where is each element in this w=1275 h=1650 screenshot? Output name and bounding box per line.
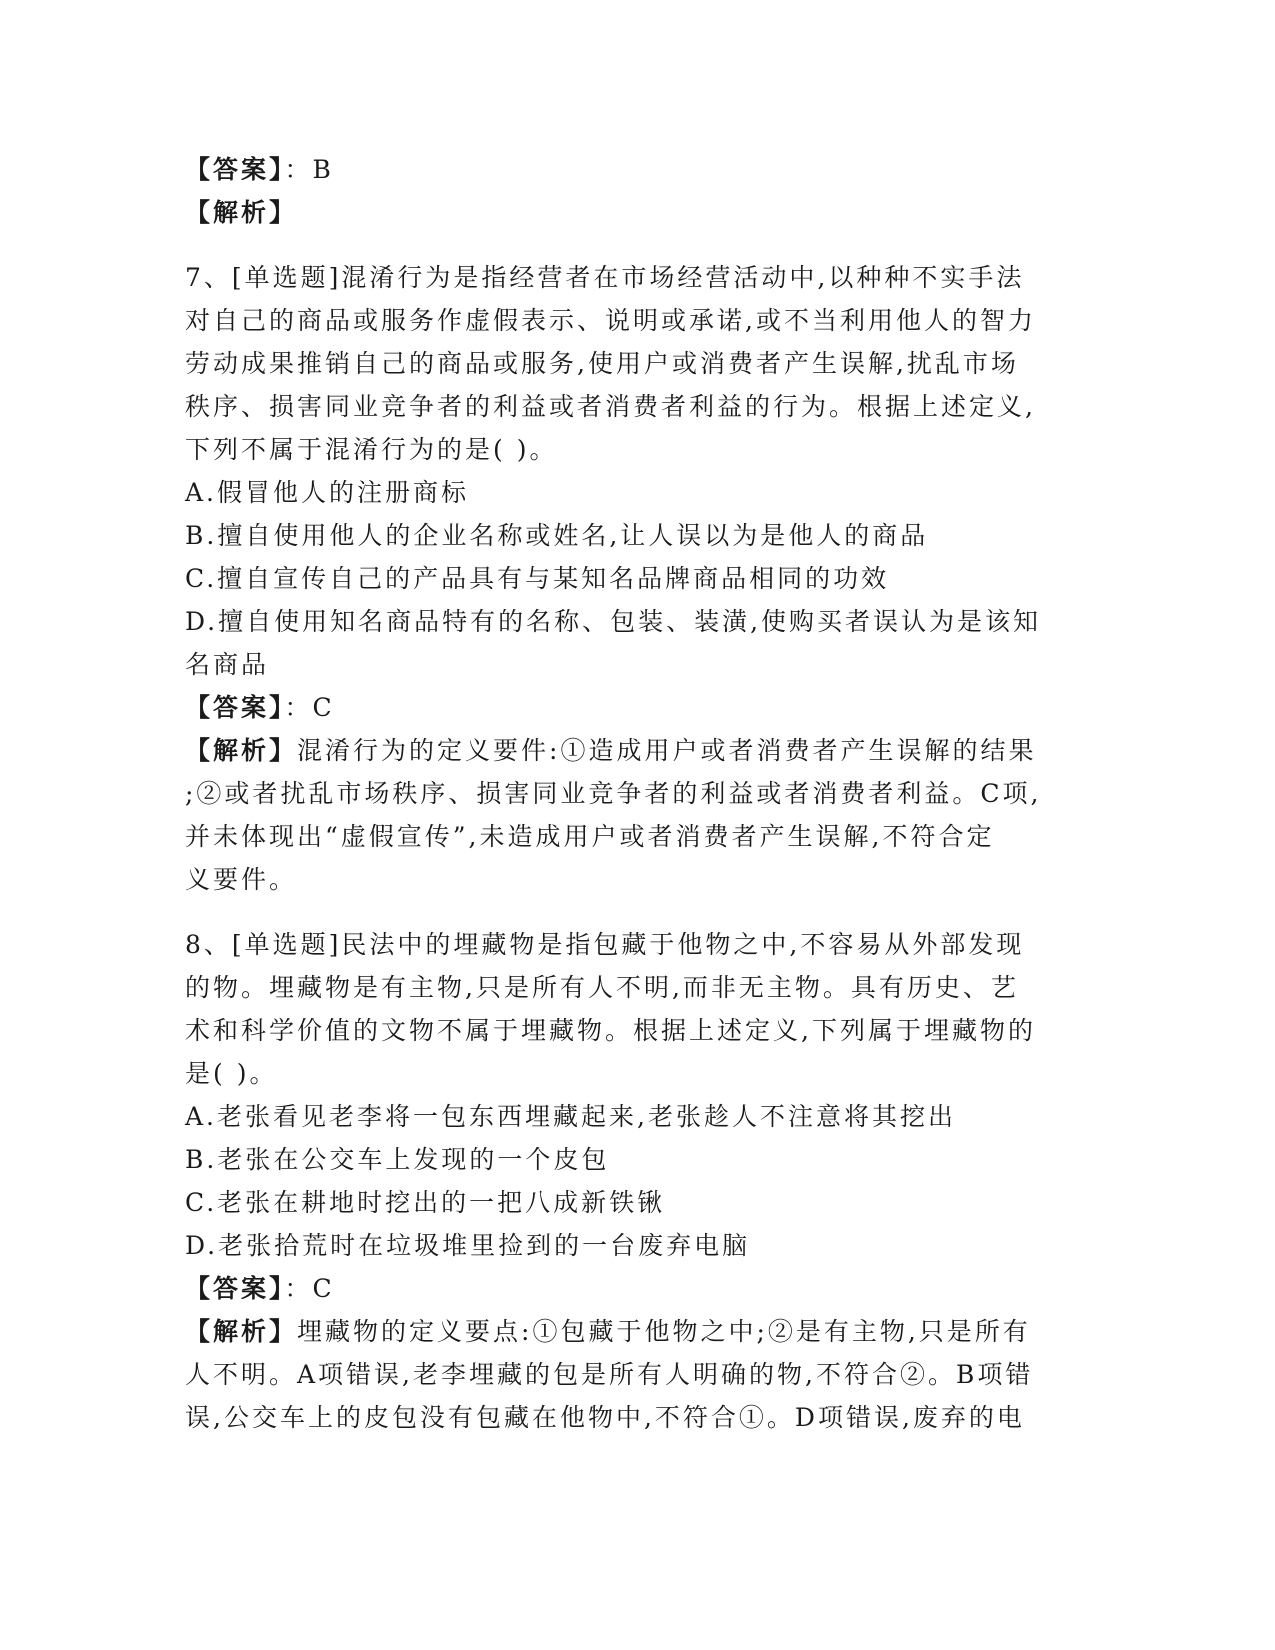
answer-line	[185, 1267, 1085, 1310]
analysis-text-line: ;②或者扰乱市场秩序、损害同业竞争者的利益或者消费者利益。C项,	[185, 779, 1042, 808]
answer-label: 【答案】	[185, 1274, 285, 1303]
answer-label: 【答案】	[185, 693, 285, 722]
question-stem-line: 8、[单选题]民法中的埋藏物是指包藏于他物之中,不容易从外部发现	[185, 930, 1025, 959]
answer-value: B	[312, 155, 334, 184]
analysis-text-line: 并未体现出“虚假宣传”,未造成用户或者消费者产生误解,不符合定	[185, 822, 995, 851]
option-d: D.擅自使用知名商品特有的名称、包装、装潢,使购买者误认为是该知	[185, 607, 1042, 636]
question-stem-line: 秩序、损害同业竞争者的利益或者消费者利益的行为。根据上述定义,	[185, 392, 1036, 421]
answer-line	[185, 686, 1085, 729]
option-c: C.老张在耕地时挖出的一把八成新铁锹	[185, 1188, 666, 1217]
analysis-label: 【解析】	[185, 736, 298, 765]
analysis-label: 【解析】	[185, 198, 298, 227]
question-stem-line: 对自己的商品或服务作虚假表示、说明或承诺,或不当利用他人的智力	[185, 306, 1036, 335]
prev-analysis-line	[185, 191, 1085, 234]
option-c: C.擅自宣传自己的产品具有与某知名品牌商品相同的功效	[185, 564, 890, 593]
question-stem-line: 下列不属于混淆行为的是( )。	[185, 435, 558, 464]
answer-value: C	[312, 1274, 335, 1303]
question-stem-line: 7、[单选题]混淆行为是指经营者在市场经营活动中,以种种不实手法	[185, 263, 1025, 292]
question-8	[185, 923, 1085, 1439]
question-stem-line: 是( )。	[185, 1059, 278, 1088]
answer-separator: ：	[284, 155, 313, 184]
option-b: B.擅自使用他人的企业名称或姓名,让人误以为是他人的商品	[185, 521, 929, 550]
analysis-text: 埋藏物的定义要点:①包藏于他物之中;②是有主物,只是所有	[297, 1317, 1031, 1346]
analysis-line	[185, 1310, 1085, 1353]
answer-value: C	[312, 693, 335, 722]
question-7	[185, 256, 1085, 901]
analysis-line	[185, 729, 1085, 772]
answer-label: 【答案】	[185, 155, 285, 184]
analysis-text-line: 义要件。	[185, 865, 298, 894]
answer-separator: ：	[284, 1274, 313, 1303]
answer-separator: ：	[284, 693, 313, 722]
option-d: D.老张拾荒时在垃圾堆里捡到的一台废弃电脑	[185, 1231, 751, 1260]
option-b: B.老张在公交车上发现的一个皮包	[185, 1145, 610, 1174]
analysis-label: 【解析】	[185, 1317, 298, 1346]
analysis-text-line: 误,公交车上的皮包没有包藏在他物中,不符合①。D项错误,废弃的电	[185, 1403, 1025, 1432]
question-stem-line: 术和科学价值的文物不属于埋藏物。根据上述定义,下列属于埋藏物的	[185, 1016, 1036, 1045]
analysis-text: 混淆行为的定义要件:①造成用户或者消费者产生误解的结果	[297, 736, 1037, 765]
prev-answer-line	[185, 148, 1085, 191]
option-a: A.老张看见老李将一包东西埋藏起来,老张趁人不注意将其挖出	[185, 1102, 956, 1131]
document-page	[185, 148, 1085, 1439]
question-stem-line: 劳动成果推销自己的商品或服务,使用户或消费者产生误解,扰乱市场	[185, 349, 1019, 378]
option-d-continued: 名商品	[185, 650, 270, 679]
option-a: A.假冒他人的注册商标	[185, 478, 470, 507]
question-stem-line: 的物。埋藏物是有主物,只是所有人不明,而非无主物。具有历史、艺	[185, 973, 1019, 1002]
analysis-text-line: 人不明。A项错误,老李埋藏的包是所有人明确的物,不符合②。B项错	[185, 1360, 1034, 1389]
